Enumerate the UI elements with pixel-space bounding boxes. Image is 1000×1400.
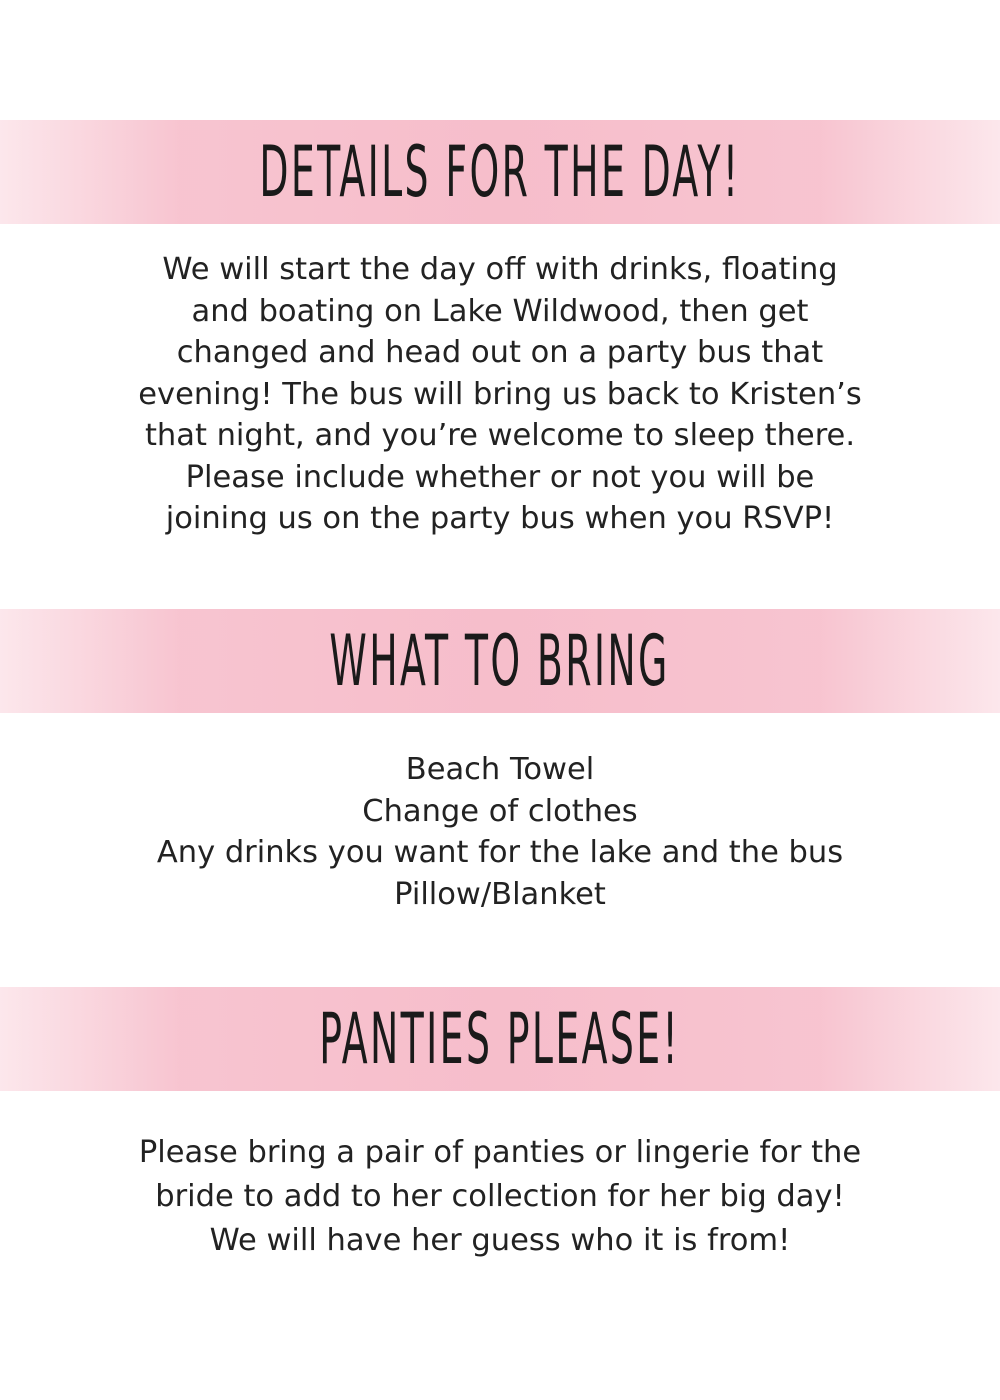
details-line: evening! The bus will bring us back to Kristen’s: [138, 376, 862, 412]
details-line: Please include whether or not you will be: [185, 459, 815, 495]
details-line: We will start the day off with drinks, floating: [162, 252, 838, 287]
list-item: Pillow/Blanket: [394, 876, 606, 912]
bring-list: [100, 749, 900, 915]
panties-paragraph: [100, 1131, 900, 1263]
details-line: that night, and you’re welcome to sleep there.: [144, 418, 856, 453]
panties-line: We will have her guess who it is from!: [209, 1223, 791, 1258]
panties-line: bride to add to her collection for her big day!: [155, 1179, 845, 1214]
heading-details: DETAILS FOR THE DAY!: [259, 131, 741, 213]
heading-what-to-bring: WHAT TO BRING: [329, 620, 671, 702]
banner-panties-please: [0, 987, 1000, 1091]
details-line: joining us on the party bus when you RSVP!: [165, 501, 835, 536]
details-line: and boating on Lake Wildwood, then get: [191, 293, 809, 329]
heading-panties-please: PANTIES PLEASE!: [319, 998, 681, 1080]
list-item: Change of clothes: [362, 793, 638, 829]
details-paragraph: [100, 249, 900, 540]
banner-what-to-bring: [0, 609, 1000, 713]
panties-line: Please bring a pair of panties or lingerie for the: [138, 1135, 862, 1170]
banner-details: [0, 120, 1000, 224]
list-item: Beach Towel: [405, 752, 595, 787]
list-item: Any drinks you want for the lake and the bus: [156, 835, 844, 870]
details-line: changed and head out on a party bus that: [176, 335, 824, 370]
